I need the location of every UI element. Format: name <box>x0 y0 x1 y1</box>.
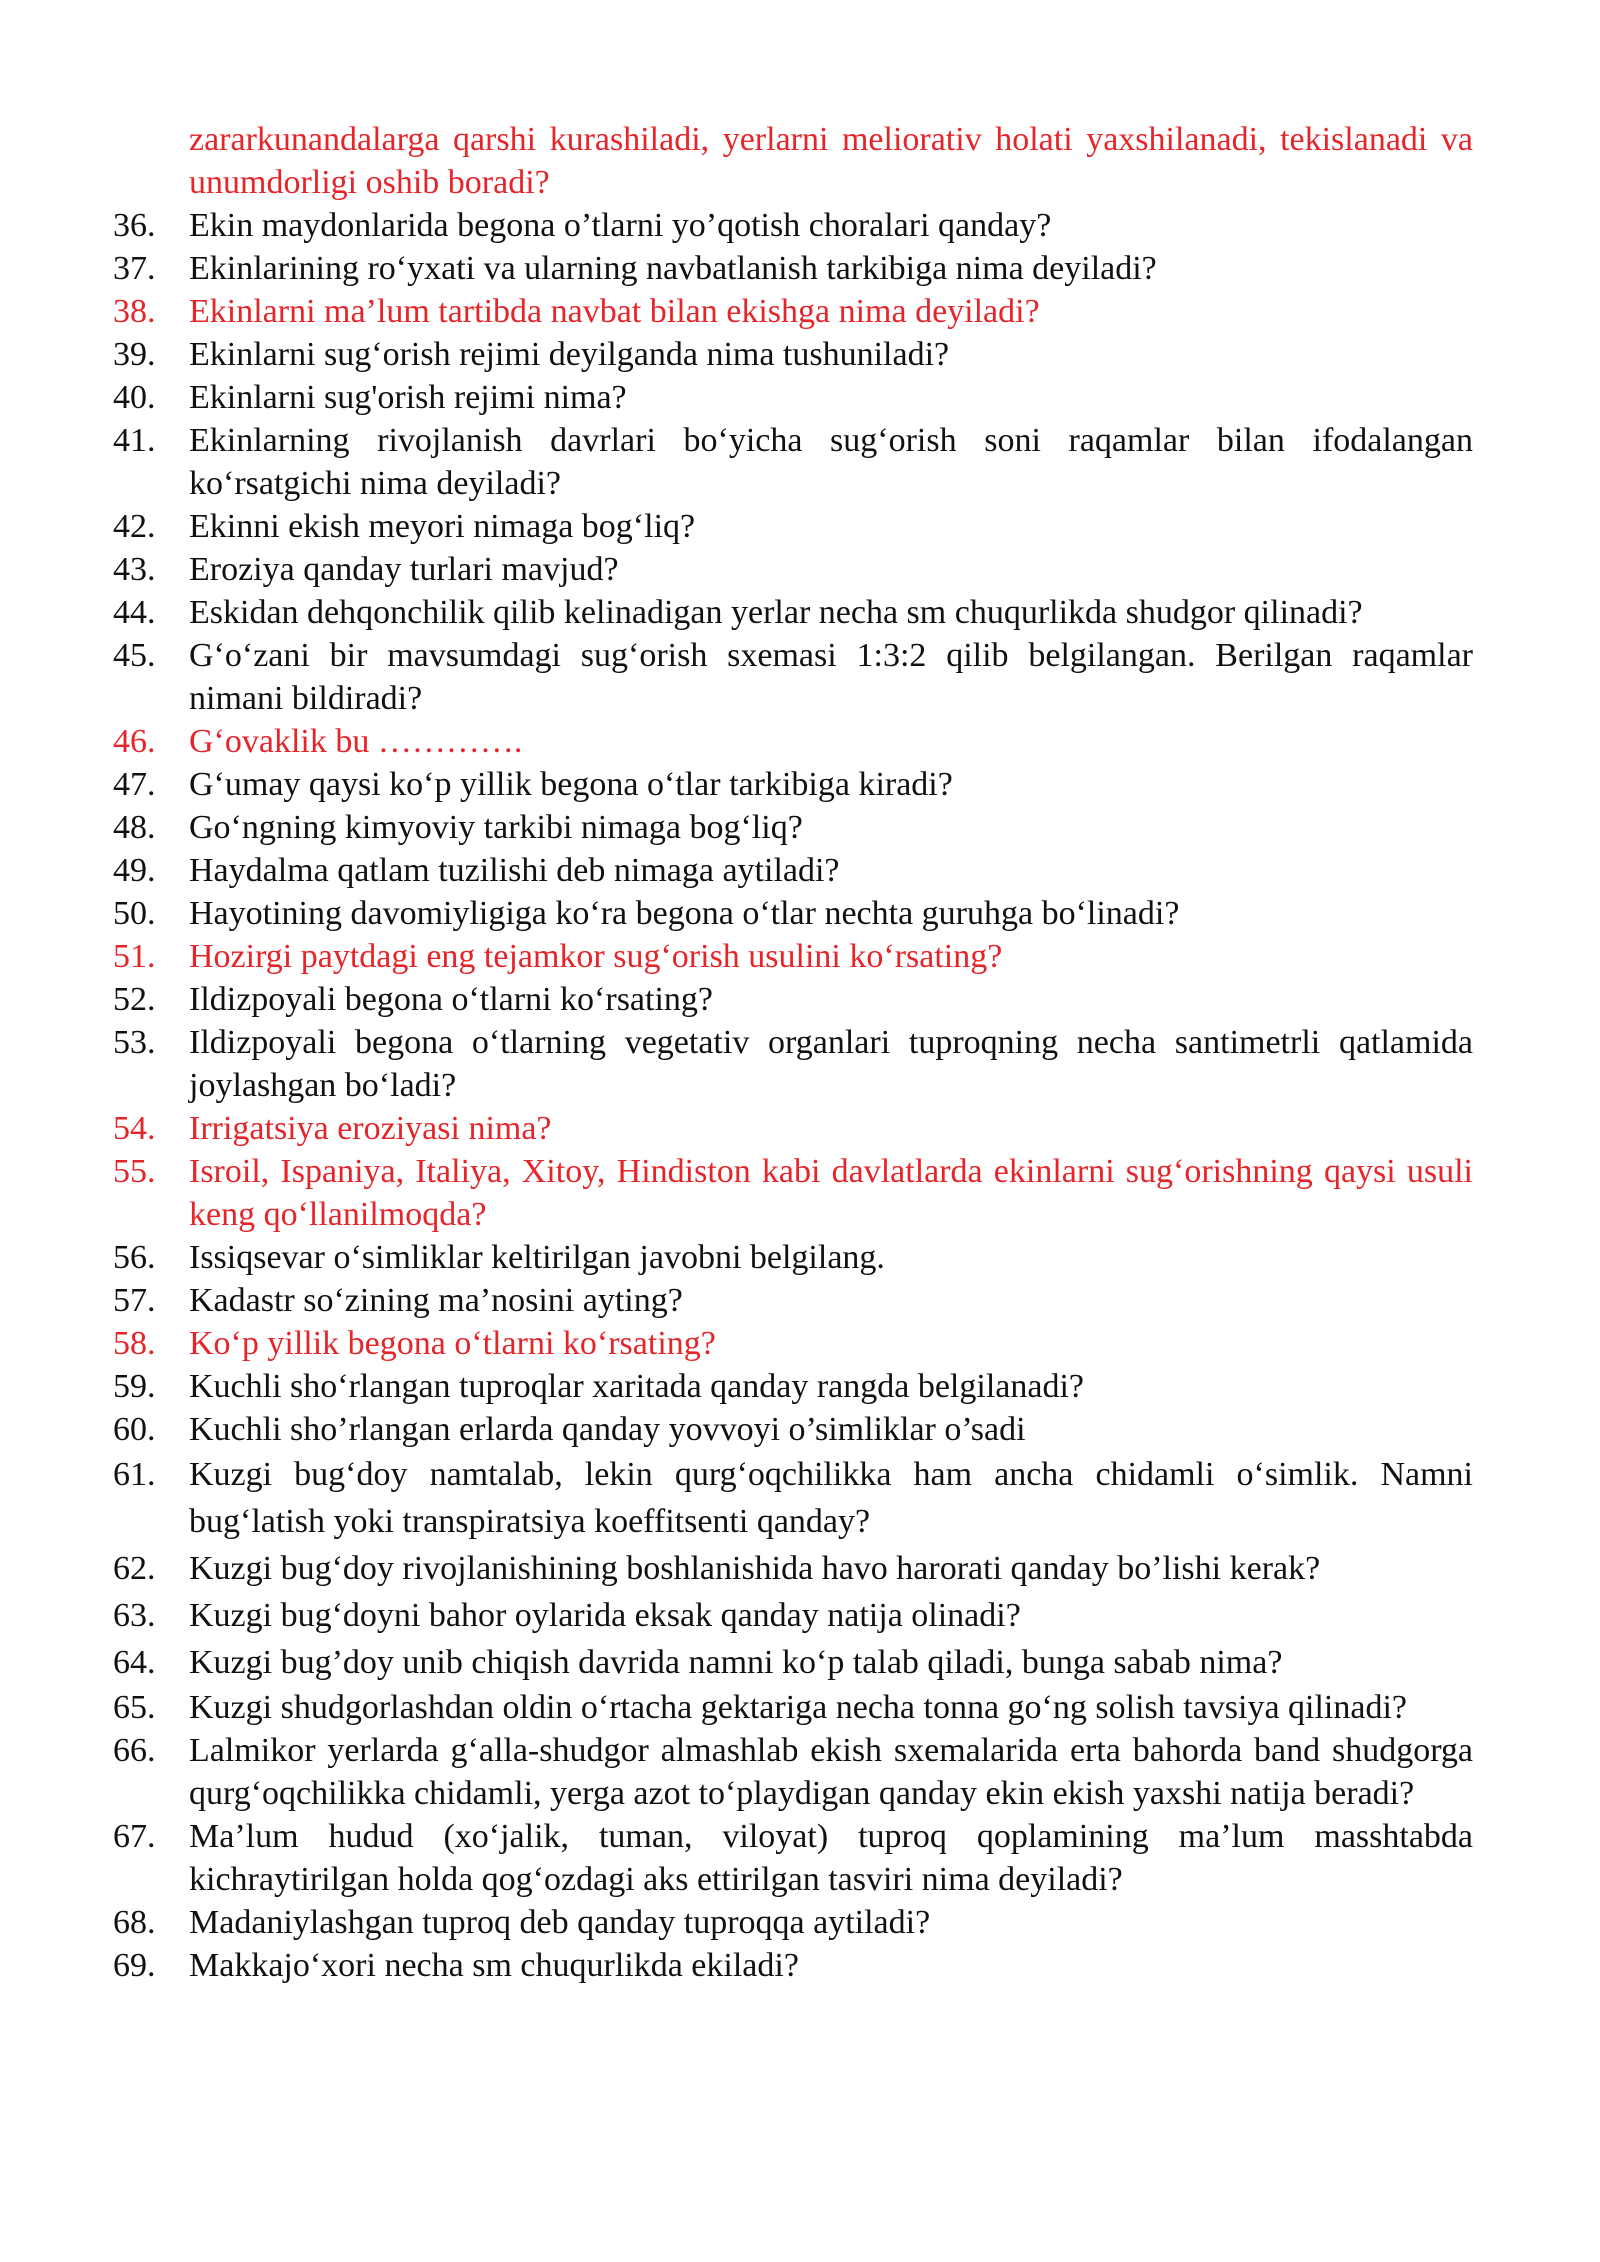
question-item <box>113 505 1473 548</box>
question-number: 60. <box>113 1411 156 1448</box>
question-number: 66. <box>113 1732 156 1769</box>
question-text: Isroil, Ispaniya, Italiya, Xitoy, Hindiston kabi davlatlarda ekinlarni sug‘orishning qaysi usuli keng qo‘llanilmoqda? <box>189 1153 1473 1233</box>
question-text: Haydalma qatlam tuzilishi deb nimaga aytiladi? <box>189 852 840 889</box>
question-number: 48. <box>113 809 156 846</box>
question-number: 51. <box>113 938 156 975</box>
question-number: 58. <box>113 1325 156 1362</box>
question-number: 55. <box>113 1153 156 1190</box>
question-text: Issiqsevar o‘simliklar keltirilgan javobni belgilang. <box>189 1239 885 1276</box>
question-number: 42. <box>113 508 156 545</box>
question-text: G‘ovaklik bu …………. <box>189 723 523 760</box>
question-item <box>113 1107 1473 1150</box>
question-number: 53. <box>113 1024 156 1061</box>
question-text: Kuzgi bug‘doyni bahor oylarida eksak qanday natija olinadi? <box>189 1597 1021 1634</box>
question-text: Ildizpoyali begona o‘tlarning vegetativ organlari tuproqning necha santimetrli qatlamida joylashgan bo‘ladi? <box>189 1024 1473 1104</box>
question-item <box>113 1365 1473 1408</box>
question-number: 69. <box>113 1947 156 1984</box>
question-text: Ekinlarni sug‘orish rejimi deyilganda nima tushuniladi? <box>189 336 950 373</box>
question-number: 50. <box>113 895 156 932</box>
question-text: Ekinlarning rivojlanish davrlari bo‘yicha sug‘orish soni raqamlar bilan ifodalangan ko‘rsatgichi nima deyiladi? <box>189 422 1473 502</box>
question-item <box>113 978 1473 1021</box>
question-item <box>113 935 1473 978</box>
question-number: 41. <box>113 422 156 459</box>
question-number: 38. <box>113 293 156 330</box>
question-number: 64. <box>113 1644 156 1681</box>
question-item <box>113 720 1473 763</box>
question-number: 57. <box>113 1282 156 1319</box>
question-number: 45. <box>113 637 156 674</box>
question-text: Kuzgi bug‘doy rivojlanishining boshlanishida havo harorati qanday bo’lishi kerak? <box>189 1550 1321 1587</box>
question-item <box>113 1451 1473 1545</box>
continued-question-text <box>113 118 1473 204</box>
question-item <box>113 634 1473 720</box>
question-text: Ekinni ekish meyori nimaga bog‘liq? <box>189 508 696 545</box>
question-number: 43. <box>113 551 156 588</box>
question-number: 59. <box>113 1368 156 1405</box>
question-text: Madaniylashgan tuproq deb qanday tuproqqa aytiladi? <box>189 1904 931 1941</box>
question-item <box>113 1279 1473 1322</box>
question-number: 56. <box>113 1239 156 1276</box>
question-text: Eroziya qanday turlari mavjud? <box>189 551 619 588</box>
question-item <box>113 1545 1473 1592</box>
question-item <box>113 1322 1473 1365</box>
question-item <box>113 1236 1473 1279</box>
question-item <box>113 849 1473 892</box>
question-number: 39. <box>113 336 156 373</box>
question-number: 37. <box>113 250 156 287</box>
question-text: zararkunandalarga qarshi kurashiladi, yerlarni meliorativ holati yaxshilanadi, tekislanadi va unumdorligi oshib boradi? <box>189 121 1473 201</box>
question-text: Kuzgi bug’doy unib chiqish davrida namni ko‘p talab qiladi, bunga sabab nima? <box>189 1644 1283 1681</box>
question-item <box>113 290 1473 333</box>
question-text: Kuzgi shudgorlashdan oldin o‘rtacha gektariga necha tonna go‘ng solish tavsiya qilinadi? <box>189 1689 1408 1726</box>
question-text: Irrigatsiya eroziyasi nima? <box>189 1110 552 1147</box>
question-number: 62. <box>113 1550 156 1587</box>
question-item <box>113 1021 1473 1107</box>
question-number: 36. <box>113 207 156 244</box>
question-item <box>113 1408 1473 1451</box>
question-text: G‘umay qaysi ko‘p yillik begona o‘tlar tarkibiga kiradi? <box>189 766 953 803</box>
question-text: Kadastr so‘zining ma’nosini ayting? <box>189 1282 683 1319</box>
question-text: Ekinlarining ro‘yxati va ularning navbatlanish tarkibiga nima deyiladi? <box>189 250 1157 287</box>
question-text: Ekinlarni sug'orish rejimi nima? <box>189 379 627 416</box>
question-number: 40. <box>113 379 156 416</box>
question-number: 63. <box>113 1597 156 1634</box>
question-item <box>113 892 1473 935</box>
question-number: 67. <box>113 1818 156 1855</box>
question-text: Ko‘p yillik begona o‘tlarni ko‘rsating? <box>189 1325 716 1362</box>
question-text: Ma’lum hudud (xo‘jalik, tuman, viloyat) tuproq qoplamining ma’lum masshtabda kichraytirilgan holda qog‘ozdagi aks ettirilgan tasviri nima deyiladi? <box>189 1818 1473 1898</box>
question-item <box>113 1729 1473 1815</box>
question-number: 54. <box>113 1110 156 1147</box>
question-item <box>113 1944 1473 1987</box>
question-text: Hozirgi paytdagi eng tejamkor sug‘orish usulini ko‘rsating? <box>189 938 1003 975</box>
question-number: 47. <box>113 766 156 803</box>
question-item <box>113 1150 1473 1236</box>
question-text: Makkajo‘xori necha sm chuqurlikda ekiladi? <box>189 1947 799 1984</box>
question-number: 65. <box>113 1689 156 1726</box>
question-item <box>113 204 1473 247</box>
question-item <box>113 1901 1473 1944</box>
question-item <box>113 806 1473 849</box>
question-item <box>113 1639 1473 1686</box>
question-number: 68. <box>113 1904 156 1941</box>
question-item <box>113 419 1473 505</box>
question-item <box>113 1686 1473 1729</box>
question-item <box>113 333 1473 376</box>
question-number: 49. <box>113 852 156 889</box>
question-number: 44. <box>113 594 156 631</box>
question-number: 61. <box>113 1456 156 1493</box>
question-text: G‘o‘zani bir mavsumdagi sug‘orish sxemasi 1:3:2 qilib belgilangan. Berilgan raqamlar nimani bildiradi? <box>189 637 1473 717</box>
question-item <box>113 376 1473 419</box>
question-text: Kuzgi bug‘doy namtalab, lekin qurg‘oqchilikka ham ancha chidamli o‘simlik. Namni bug‘latish yoki transpiratsiya koeffitsenti qanday? <box>189 1456 1473 1540</box>
question-item <box>113 548 1473 591</box>
question-number: 52. <box>113 981 156 1018</box>
question-item <box>113 591 1473 634</box>
question-text: Kuchli sho‘rlangan tuproqlar xaritada qanday rangda belgilanadi? <box>189 1368 1084 1405</box>
question-item <box>113 1592 1473 1639</box>
question-text: Hayotining davomiyligiga ko‘ra begona o‘tlar nechta guruhga bo‘linadi? <box>189 895 1180 932</box>
question-text: Ekinlarni ma’lum tartibda navbat bilan ekishga nima deyiladi? <box>189 293 1040 330</box>
question-text: Eskidan dehqonchilik qilib kelinadigan yerlar necha sm chuqurlikda shudgor qilinadi? <box>189 594 1363 631</box>
question-number: 46. <box>113 723 156 760</box>
question-item <box>113 247 1473 290</box>
question-item <box>113 763 1473 806</box>
question-text: Ildizpoyali begona o‘tlarni ko‘rsating? <box>189 981 713 1018</box>
question-list <box>113 118 1473 1987</box>
question-text: Go‘ngning kimyoviy tarkibi nimaga bog‘liq? <box>189 809 803 846</box>
question-text: Lalmikor yerlarda g‘alla-shudgor almashlab ekish sxemalarida erta bahorda band shudgorga qurg‘oqchilikka chidamli, yerga azot to‘playdigan qanday ekin ekish yaxshi natija beradi? <box>189 1732 1473 1812</box>
question-text: Ekin maydonlarida begona o’tlarni yo’qotish choralari qanday? <box>189 207 1052 244</box>
question-text: Kuchli sho’rlangan erlarda qanday yovvoyi o’simliklar o’sadi <box>189 1411 1026 1448</box>
question-item <box>113 1815 1473 1901</box>
